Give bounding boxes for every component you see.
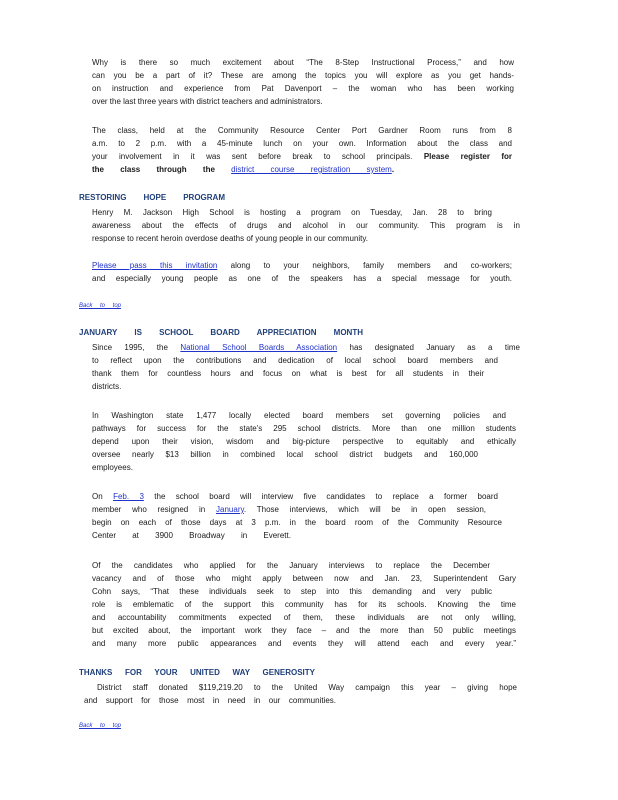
text-line: District staff donated $119,219.20 to the United Way campaign this year – giving hope: [97, 683, 517, 692]
text-line: Henry M. Jackson High School is hosting a program on Tuesday, Jan. 28 to bring: [92, 208, 492, 217]
text-line: can you be a part of it? These are among the topics you will explore as you get hands-: [92, 71, 514, 80]
text-line: Of the candidates who applied for the January interviews to replace the December: [92, 561, 490, 570]
text-line: In Washington state 1,477 locally elected board members set governing policies and: [92, 411, 506, 420]
text-line: vacancy and of those who might apply between now and Jan. 23, Superintendent Gary: [92, 574, 516, 583]
text-line: [92, 163, 512, 176]
text-line: but excited about, the important work they face – and the more than 50 public meetings: [92, 626, 516, 635]
text-line: [92, 503, 486, 516]
school-board-paragraph-3: [92, 490, 502, 542]
text-line: Why is there so much excitement about “The 8-Step Instructional Process,” and how: [92, 58, 514, 67]
text-segment: member who resigned in: [92, 505, 206, 514]
text-line: Center at 3900 Broadway in Everett.: [92, 531, 291, 540]
text-line: to reflect upon the contributions and dedication of local school board members and: [92, 356, 498, 365]
restoring-hope-paragraph: [92, 206, 520, 245]
text-line: pathways for success for the state's 295 school districts. More than one million students: [92, 424, 516, 433]
text-line: on instruction and experience from Pat Davenport – the woman who has been working: [92, 84, 514, 93]
text-segment: .: [391, 165, 395, 174]
text-line: role is emblematic of the support this community has for its schools. Knowing the time: [92, 600, 516, 609]
feb-3-link[interactable]: Feb. 3: [113, 492, 144, 501]
text-line: thank them for countless hours and focus on what is best for all students in their: [92, 369, 484, 378]
text-line: and support for those most in need in our communities.: [84, 696, 336, 705]
register-callout: Please register for: [423, 152, 513, 161]
text-line: oversee nearly $13 billion in combined local school district budgets and 160,000: [92, 450, 478, 459]
text-line: districts.: [92, 382, 122, 391]
text-segment: along to your neighbors, family members and co-workers;: [230, 261, 512, 270]
invitation-link[interactable]: Please pass this invitation: [92, 261, 218, 270]
text-line: and especially young people as one of the speakers has a special message for youth.: [92, 274, 512, 283]
text-line: [92, 150, 512, 163]
section-heading-restoring-hope: RESTORING HOPE PROGRAM: [79, 193, 225, 202]
register-callout-cont: the class through the: [92, 165, 215, 174]
united-way-paragraph: [84, 681, 517, 707]
text-line: The class, held at the Community Resource Center Port Gardner Room runs from 8: [92, 126, 512, 135]
back-to-top-link[interactable]: Back to top: [79, 723, 122, 729]
text-line: employees.: [92, 463, 133, 472]
january-link[interactable]: January: [216, 505, 244, 514]
text-line: response to recent heroin overdose deaths of young people in our community.: [92, 234, 369, 243]
text-line: and accountability commitments expected of them, these individuals are not only willing,: [92, 613, 516, 622]
section-heading-united-way: THANKS FOR YOUR UNITED WAY GENEROSITY: [79, 668, 315, 677]
text-line: Cohn says, “That these individuals seek to step into this demanding and very public: [92, 587, 492, 596]
text-line: depend upon their vision, wisdom and big-picture perspective to equitably and ethically: [92, 437, 516, 446]
text-segment: Since 1995, the: [92, 343, 168, 352]
district-course-registration-link[interactable]: district course registration system: [231, 165, 392, 174]
intro-paragraph: [92, 56, 514, 108]
section-heading-school-board: JANUARY IS SCHOOL BOARD APPRECIATION MONTH: [79, 328, 363, 337]
text-segment: . Those interviews, which will be in open session,: [243, 505, 486, 514]
text-line: begin on each of those days at 3 p.m. in the board room of the Community Resource: [92, 518, 502, 527]
nsba-link[interactable]: National School Boards Association: [180, 343, 338, 352]
text-segment: the school board will interview five candidates to replace a former board: [154, 492, 498, 501]
text-line: awareness about the effects of drugs and alcohol in our community. This program is in: [92, 221, 520, 230]
school-board-paragraph-4: [92, 559, 516, 650]
text-line: a.m. to 2 p.m. with a 45-minute lunch on your own. Information about the class and: [92, 139, 512, 148]
school-board-paragraph-1: [92, 341, 520, 393]
school-board-paragraph-2: [92, 409, 516, 474]
back-to-top-link[interactable]: Back to top: [79, 303, 122, 309]
invitation-paragraph: [92, 259, 512, 285]
text-line: [92, 341, 520, 354]
text-line: [92, 490, 498, 503]
class-info-paragraph: [92, 124, 512, 176]
text-segment: On: [92, 492, 103, 501]
text-segment: has designated January as a time: [349, 343, 520, 352]
text-line: over the last three years with district teachers and administrators.: [92, 97, 323, 106]
text-segment: your involvement in it was sent before break to school principals.: [92, 152, 413, 161]
text-line: and many more public appearances and events they will attend each and every year.”: [92, 639, 516, 648]
text-line: [92, 259, 512, 272]
